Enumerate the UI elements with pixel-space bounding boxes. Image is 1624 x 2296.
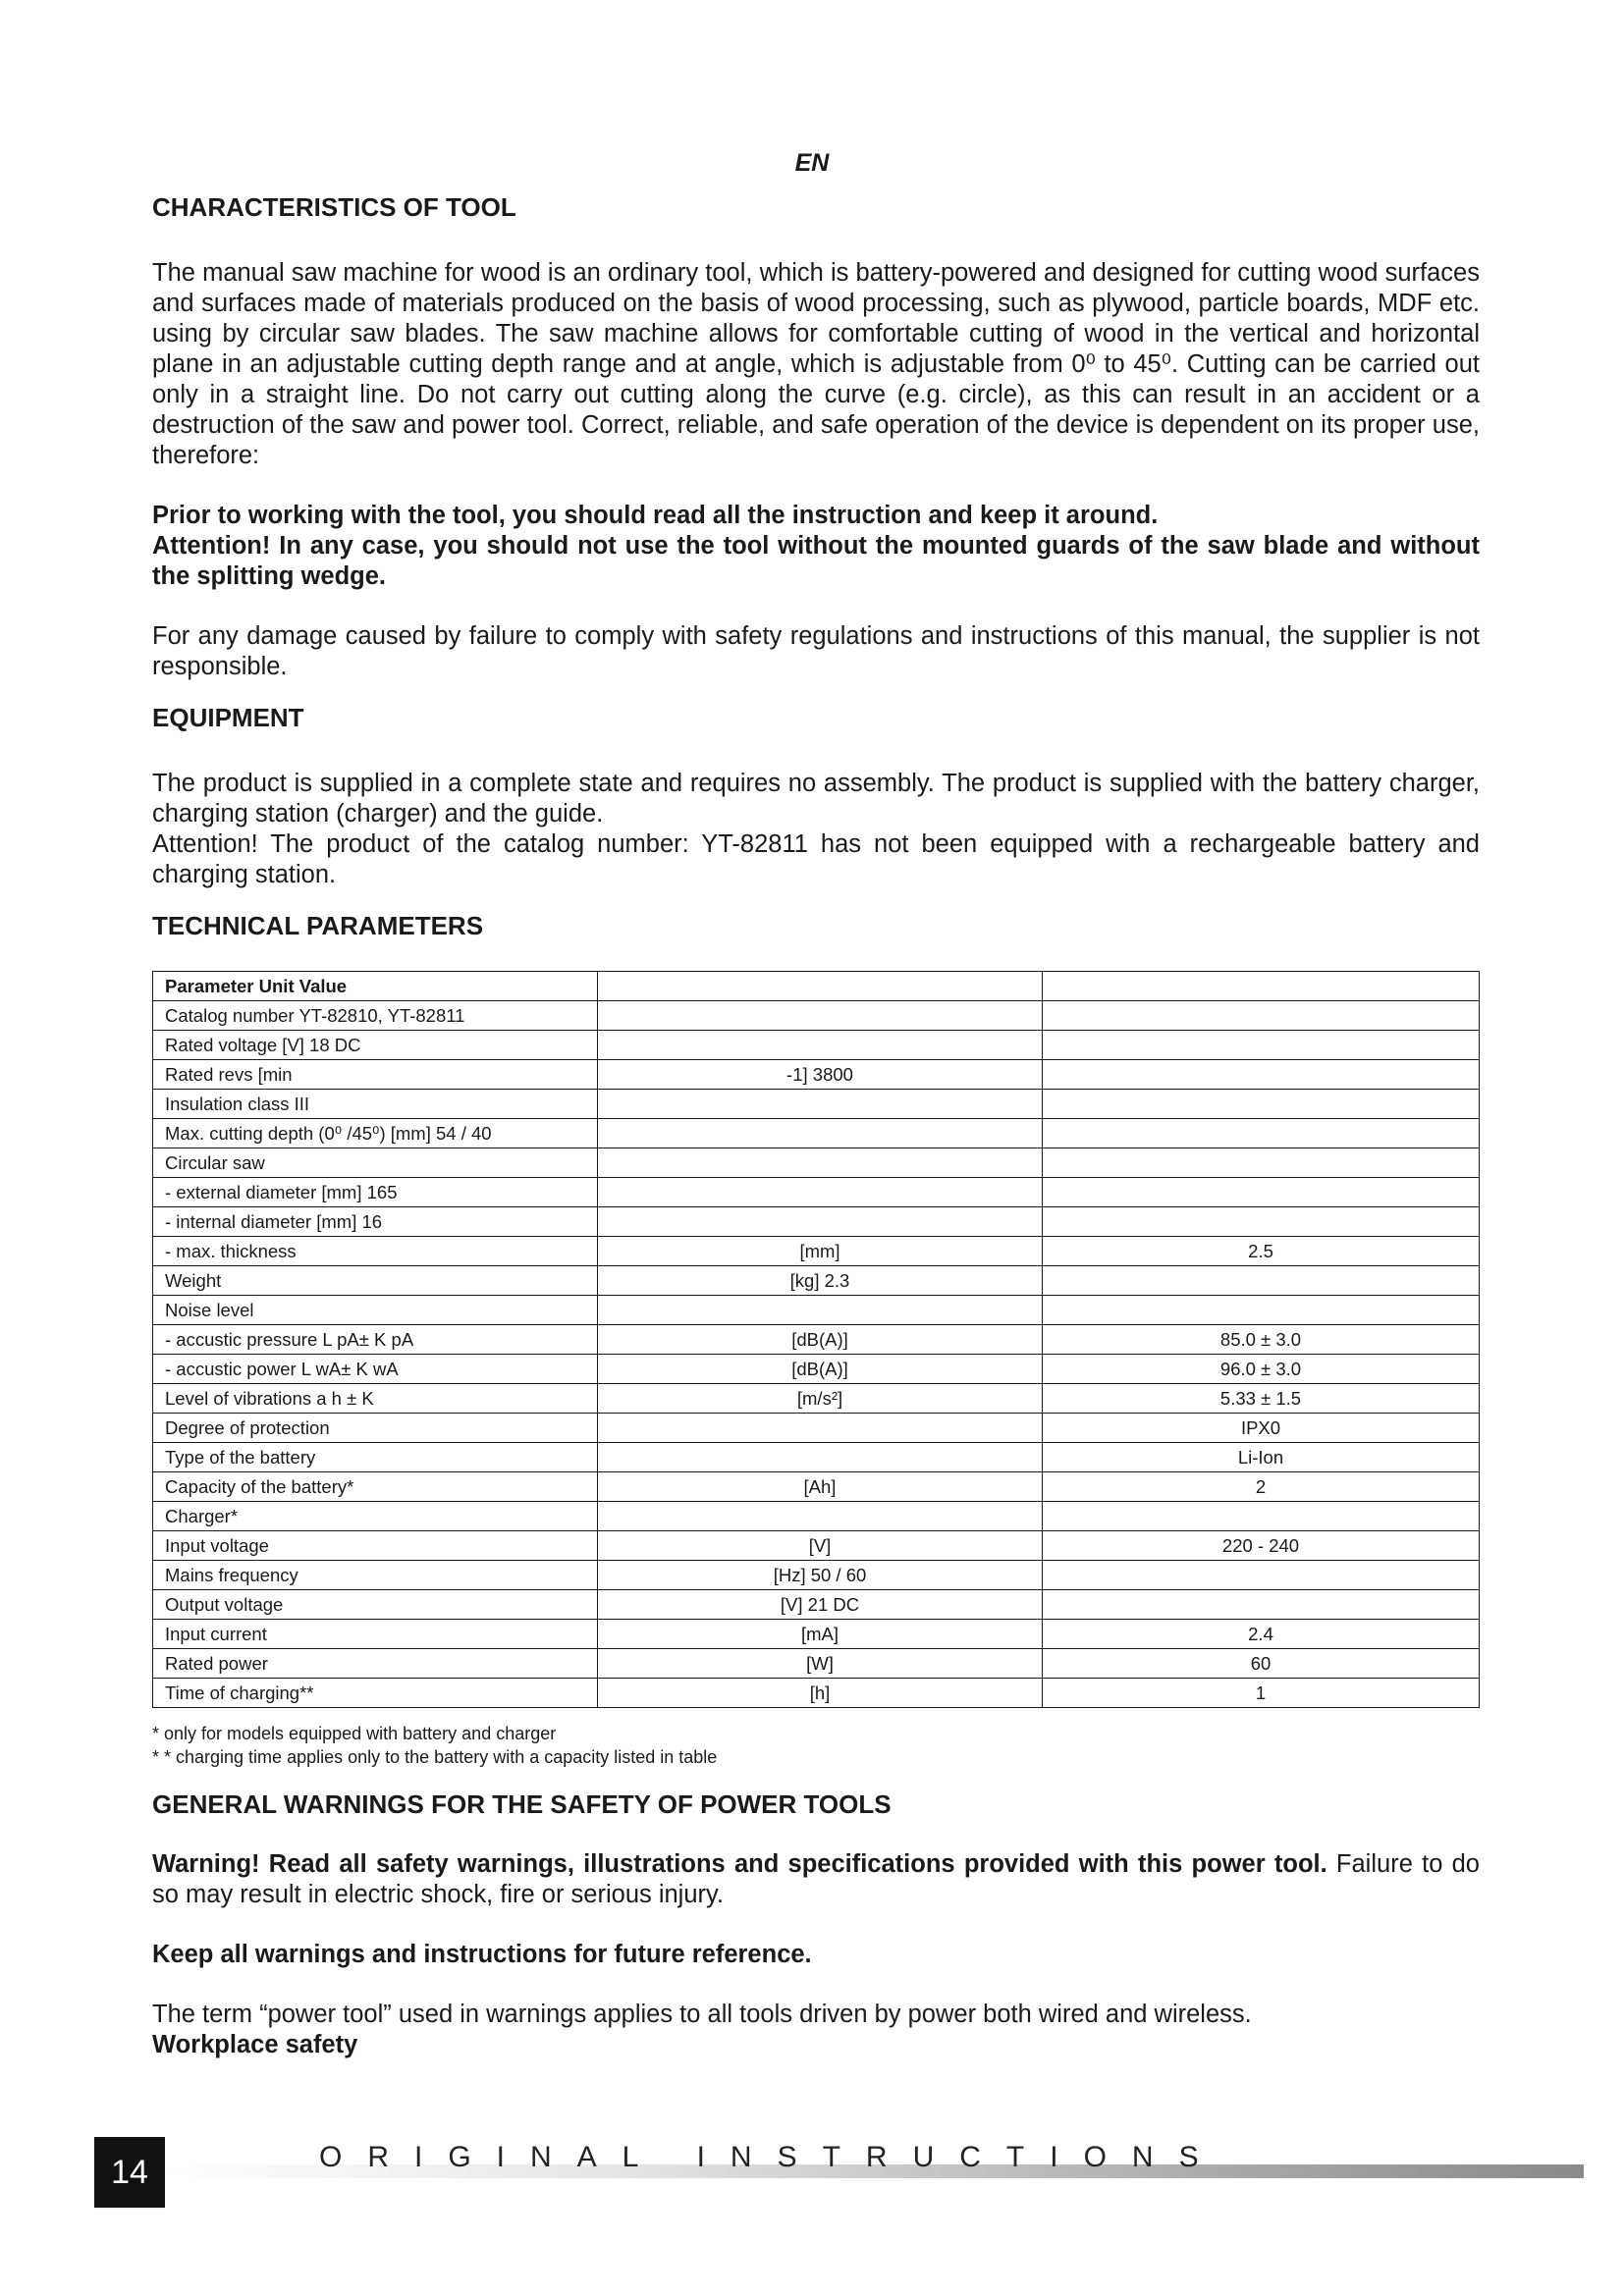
table-row: [153, 1531, 1480, 1561]
table-cell: [W]: [598, 1649, 1043, 1679]
document-body: [152, 191, 1480, 2060]
table-row: [153, 1679, 1480, 1708]
table-cell: Degree of protection: [153, 1414, 598, 1443]
table-cell: 220 - 240: [1043, 1531, 1480, 1561]
table-cell: Noise level: [153, 1296, 598, 1325]
table-cell: [mm]: [598, 1237, 1043, 1266]
table-cell: [mA]: [598, 1620, 1043, 1649]
table-cell: [598, 1296, 1043, 1325]
table-cell: Type of the battery: [153, 1443, 598, 1472]
table-cell: 2.4: [1043, 1620, 1480, 1649]
table-cell: [598, 972, 1043, 1001]
section-title-technical: TECHNICAL PARAMETERS: [152, 911, 484, 940]
table-cell: Circular saw: [153, 1148, 598, 1178]
footer-original-instructions: ORIGINAL INSTRUCTIONS: [319, 2141, 1224, 2173]
footnote-battery: * only for models equipped with battery and charger: [152, 1724, 557, 1743]
table-cell: 85.0 ± 3.0: [1043, 1325, 1480, 1355]
table-cell: [dB(A)]: [598, 1355, 1043, 1384]
table-footnotes: [152, 1722, 1480, 1769]
table-row: [153, 1090, 1480, 1119]
table-cell: [kg] 2.3: [598, 1266, 1043, 1296]
footnote-charging: * * charging time applies only to the battery with a capacity listed in table: [152, 1747, 718, 1767]
table-cell: [dB(A)]: [598, 1325, 1043, 1355]
table-row: [153, 1649, 1480, 1679]
table-cell: [1043, 1178, 1480, 1207]
table-row: [153, 1031, 1480, 1060]
table-row: [153, 1414, 1480, 1443]
table-cell: 60: [1043, 1649, 1480, 1679]
technical-parameters-table: [152, 971, 1480, 1708]
power-tool-term: The term “power tool” used in warnings applies to all tools driven by power both wired and wireless.: [152, 2001, 1252, 2028]
table-cell: - max. thickness: [153, 1237, 598, 1266]
table-row: [153, 1001, 1480, 1031]
table-cell: [V]: [598, 1531, 1043, 1561]
section-title-equipment: EQUIPMENT: [152, 703, 304, 732]
table-cell: - internal diameter [mm] 16: [153, 1207, 598, 1237]
table-cell: Rated power: [153, 1649, 598, 1679]
table-cell: [598, 1119, 1043, 1148]
guards-warning: Attention! In any case, you should not use the tool without the mounted guards of the saw blade and without the splitting wedge.: [152, 532, 1480, 590]
table-cell: [Hz] 50 / 60: [598, 1561, 1043, 1590]
table-row: [153, 1620, 1480, 1649]
table-row: [153, 1561, 1480, 1590]
table-row: [153, 1355, 1480, 1384]
general-warning-rest: Failure to do so may result in electric shock, fire or serious injury.: [152, 1850, 1480, 1908]
table-row: [153, 1443, 1480, 1472]
table-cell: [598, 1414, 1043, 1443]
table-cell: [V] 21 DC: [598, 1590, 1043, 1620]
table-cell: [598, 1090, 1043, 1119]
table-cell: [m/s²]: [598, 1384, 1043, 1414]
table-row: [153, 1178, 1480, 1207]
table-cell: [Ah]: [598, 1472, 1043, 1502]
table-cell: [598, 1001, 1043, 1031]
characteristics-paragraph: The manual saw machine for wood is an ordinary tool, which is battery-powered and designed for cutting wood surfaces and surfaces made of materials produced on the basis of wood processing, such as plywood, particle boards, MDF etc. using by circular saw blades. The saw machine allows for comfortable cutting of wood in the vertical and horizontal plane in an adjustable cutting depth range and at angle, which is adjustable from 0⁰ to 45⁰. Cutting can be carried out only in a straight line. Do not carry out cutting along the curve (e.g. circle), as this can result in an accident or a destruction of the saw and power tool. Correct, reliable, and safe operation of the device is dependent on its proper use, therefore:: [152, 259, 1480, 469]
table-cell: Rated revs [min: [153, 1060, 598, 1090]
table-row: [153, 1472, 1480, 1502]
table-cell: Time of charging**: [153, 1679, 598, 1708]
table-cell: [1043, 1296, 1480, 1325]
table-cell: [1043, 1119, 1480, 1148]
table-cell: Weight: [153, 1266, 598, 1296]
table-cell: - external diameter [mm] 165: [153, 1178, 598, 1207]
language-code: EN: [794, 149, 830, 177]
table-cell: Rated voltage [V] 18 DC: [153, 1031, 598, 1060]
table-cell: [1043, 1502, 1480, 1531]
page-number: 14: [94, 2137, 165, 2208]
table-cell: Input voltage: [153, 1531, 598, 1561]
table-row: [153, 1590, 1480, 1620]
table-row: [153, 1207, 1480, 1237]
table-row: [153, 1325, 1480, 1355]
table-cell: 2.5: [1043, 1237, 1480, 1266]
table-cell: 2: [1043, 1472, 1480, 1502]
table-cell: 96.0 ± 3.0: [1043, 1355, 1480, 1384]
table-row: [153, 1119, 1480, 1148]
table-cell: [598, 1031, 1043, 1060]
table-cell: [1043, 1090, 1480, 1119]
section-title-characteristics: CHARACTERISTICS OF TOOL: [152, 192, 516, 222]
equipment-attention: Attention! The product of the catalog number: YT-82811 has not been equipped with a rechargeable battery and charging station.: [152, 830, 1480, 888]
table-row: [153, 1266, 1480, 1296]
table-cell: [1043, 1031, 1480, 1060]
table-cell: Mains frequency: [153, 1561, 598, 1590]
table-row: [153, 1502, 1480, 1531]
table-row: [153, 1237, 1480, 1266]
instruction-notice: Prior to working with the tool, you should read all the instruction and keep it around.: [152, 502, 1159, 529]
table-cell: [598, 1502, 1043, 1531]
table-row: [153, 1148, 1480, 1178]
table-cell: Catalog number YT-82810, YT-82811: [153, 1001, 598, 1031]
keep-warnings-note: Keep all warnings and instructions for future reference.: [152, 1941, 812, 1968]
table-cell: [1043, 1001, 1480, 1031]
table-row: [153, 1296, 1480, 1325]
table-cell: Parameter Unit Value: [153, 972, 598, 1001]
table-cell: Capacity of the battery*: [153, 1472, 598, 1502]
table-cell: Insulation class III: [153, 1090, 598, 1119]
table-cell: Max. cutting depth (0⁰ /45⁰) [mm] 54 / 40: [153, 1119, 598, 1148]
supplier-disclaimer: For any damage caused by failure to comply with safety regulations and instructions of this manual, the supplier is not responsible.: [152, 622, 1480, 680]
section-title-general-warnings: GENERAL WARNINGS FOR THE SAFETY OF POWER TOOLS: [152, 1789, 892, 1819]
general-warning-bold: Warning! Read all safety warnings, illustrations and specifications provided with this power tool.: [152, 1850, 1327, 1878]
table-row: [153, 972, 1480, 1001]
table-cell: [1043, 1590, 1480, 1620]
table-row: [153, 1384, 1480, 1414]
table-cell: 1: [1043, 1679, 1480, 1708]
table-cell: [1043, 1148, 1480, 1178]
table-cell: Output voltage: [153, 1590, 598, 1620]
table-row: [153, 1060, 1480, 1090]
table-cell: Charger*: [153, 1502, 598, 1531]
table-cell: IPX0: [1043, 1414, 1480, 1443]
table-cell: -1] 3800: [598, 1060, 1043, 1090]
table-cell: - accustic power L wA± K wA: [153, 1355, 598, 1384]
workplace-safety-heading: Workplace safety: [152, 2031, 358, 2058]
table-cell: [1043, 1266, 1480, 1296]
table-cell: 5.33 ± 1.5: [1043, 1384, 1480, 1414]
table-cell: [1043, 1561, 1480, 1590]
table-cell: [598, 1148, 1043, 1178]
table-cell: Input current: [153, 1620, 598, 1649]
table-cell: [h]: [598, 1679, 1043, 1708]
table-cell: [1043, 1207, 1480, 1237]
table-cell: [598, 1443, 1043, 1472]
table-cell: [598, 1178, 1043, 1207]
table-cell: [598, 1207, 1043, 1237]
general-warning-paragraph: [152, 1849, 1480, 1910]
table-cell: Li-Ion: [1043, 1443, 1480, 1472]
table-cell: Level of vibrations a h ± K: [153, 1384, 598, 1414]
equipment-paragraph: The product is supplied in a complete state and requires no assembly. The product is supplied with the battery charger, charging station (charger) and the guide.: [152, 770, 1480, 828]
table-cell: [1043, 972, 1480, 1001]
table-cell: - accustic pressure L pA± K pA: [153, 1325, 598, 1355]
table-cell: [1043, 1060, 1480, 1090]
